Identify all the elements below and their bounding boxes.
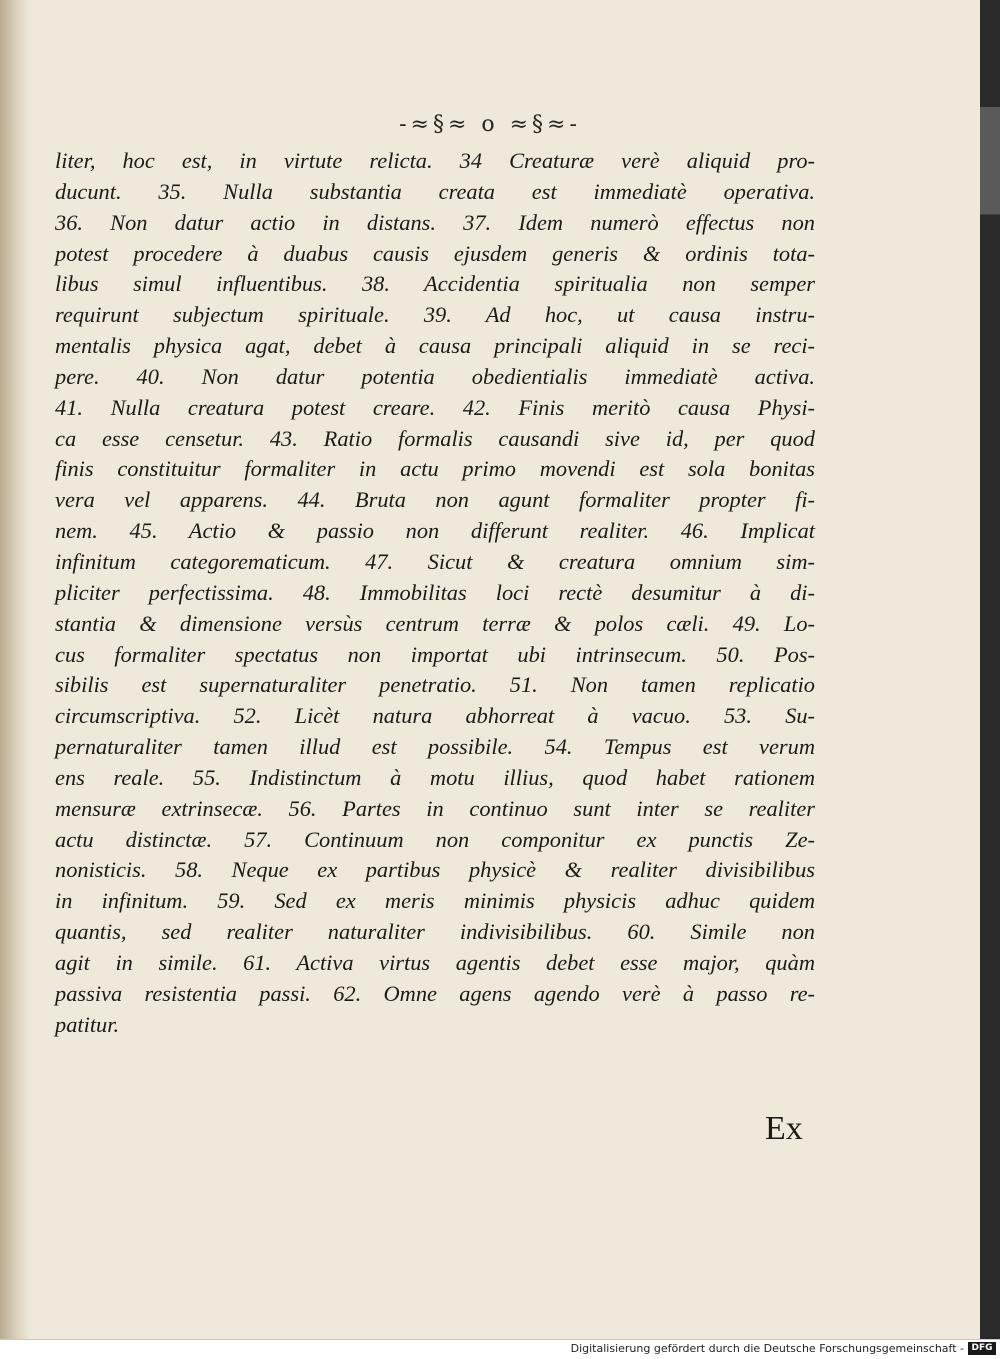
text-line: 41. Nulla creatura potest creare. 42. Finis meritò causa Physi-: [55, 394, 815, 420]
text-line: vera vel apparens. 44. Bruta non agunt formaliter propter fi-: [55, 487, 815, 513]
text-line: quantis, sed realiter naturaliter indivisibilibus. 60. Simile non: [55, 919, 815, 945]
text-line: infinitum categorematicum. 47. Sicut & creatura omnium sim-: [55, 548, 815, 574]
catchword: Ex: [765, 1110, 803, 1147]
footer-bar: [0, 1339, 1000, 1359]
text-line: agit in simile. 61. Activa virtus agentis debet esse major, quàm: [55, 949, 815, 975]
dfg-logo-icon: DFG: [968, 1342, 996, 1355]
text-line: 36. Non datur actio in distans. 37. Idem numerò effectus non: [55, 209, 815, 235]
text-line: ducunt. 35. Nulla substantia creata est immediatè operativa.: [55, 178, 815, 204]
funding-notice: Digitalisierung gefördert durch die Deutsche Forschungsgemeinschaft -: [570, 1342, 964, 1355]
text-line: libus simul influentibus. 38. Accidentia spiritualia non semper: [55, 271, 815, 297]
body-text: [55, 146, 815, 1040]
page-gutter: [0, 0, 30, 1340]
text-line: requirunt subjectum spirituale. 39. Ad hoc, ut causa instru-: [55, 302, 815, 328]
text-line: pernaturaliter tamen illud est possibile. 54. Tempus est verum: [55, 734, 815, 760]
text-line: potest procedere à duabus causis ejusdem generis & ordinis tota-: [55, 240, 815, 266]
text-line: circumscriptiva. 52. Licèt natura abhorreat à vacuo. 53. Su-: [55, 703, 815, 729]
text-line: passiva resistentia passi. 62. Omne agens agendo verè à passo re-: [55, 980, 815, 1006]
text-line: stantia & dimensione versùs centrum terræ & polos cæli. 49. Lo-: [55, 610, 815, 636]
text-line: finis constituitur formaliter in actu primo movendi est sola bonitas: [55, 456, 815, 482]
text-line: nonisticis. 58. Neque ex partibus physicè & realiter divisibilibus: [55, 857, 815, 883]
text-line: pere. 40. Non datur potentia obedientialis immediatè activa.: [55, 363, 815, 389]
text-line: sibilis est supernaturaliter penetratio. 51. Non tamen replicatio: [55, 672, 815, 698]
text-line: actu distinctæ. 57. Continuum non componitur ex punctis Ze-: [55, 826, 815, 852]
header-ornament: -≈§≈ o ≈§≈-: [399, 112, 581, 137]
text-line: in infinitum. 59. Sed ex meris minimis physicis adhuc quidem: [55, 888, 815, 914]
text-line: liter, hoc est, in virtute relicta. 34 Creaturæ verè aliquid pro-: [55, 148, 815, 173]
scan-color-strip: [980, 0, 1000, 1340]
text-line: ca esse censetur. 43. Ratio formalis causandi sive id, per quod: [55, 425, 815, 451]
text-line: mentalis physica agat, debet à causa principali aliquid in se reci-: [55, 333, 815, 359]
text-line: patitur.: [55, 1011, 120, 1037]
text-line: nem. 45. Actio & passio non differunt realiter. 46. Implicat: [55, 518, 815, 544]
text-line: pliciter perfectissima. 48. Immobilitas loci rectè desumitur à di-: [55, 579, 815, 605]
text-line: cus formaliter spectatus non importat ubi intrinsecum. 50. Pos-: [55, 641, 815, 667]
text-line: mensuræ extrinsecæ. 56. Partes in continuo sunt inter se realiter: [55, 795, 815, 821]
text-line: ens reale. 55. Indistinctum à motu illius, quod habet rationem: [55, 764, 815, 790]
